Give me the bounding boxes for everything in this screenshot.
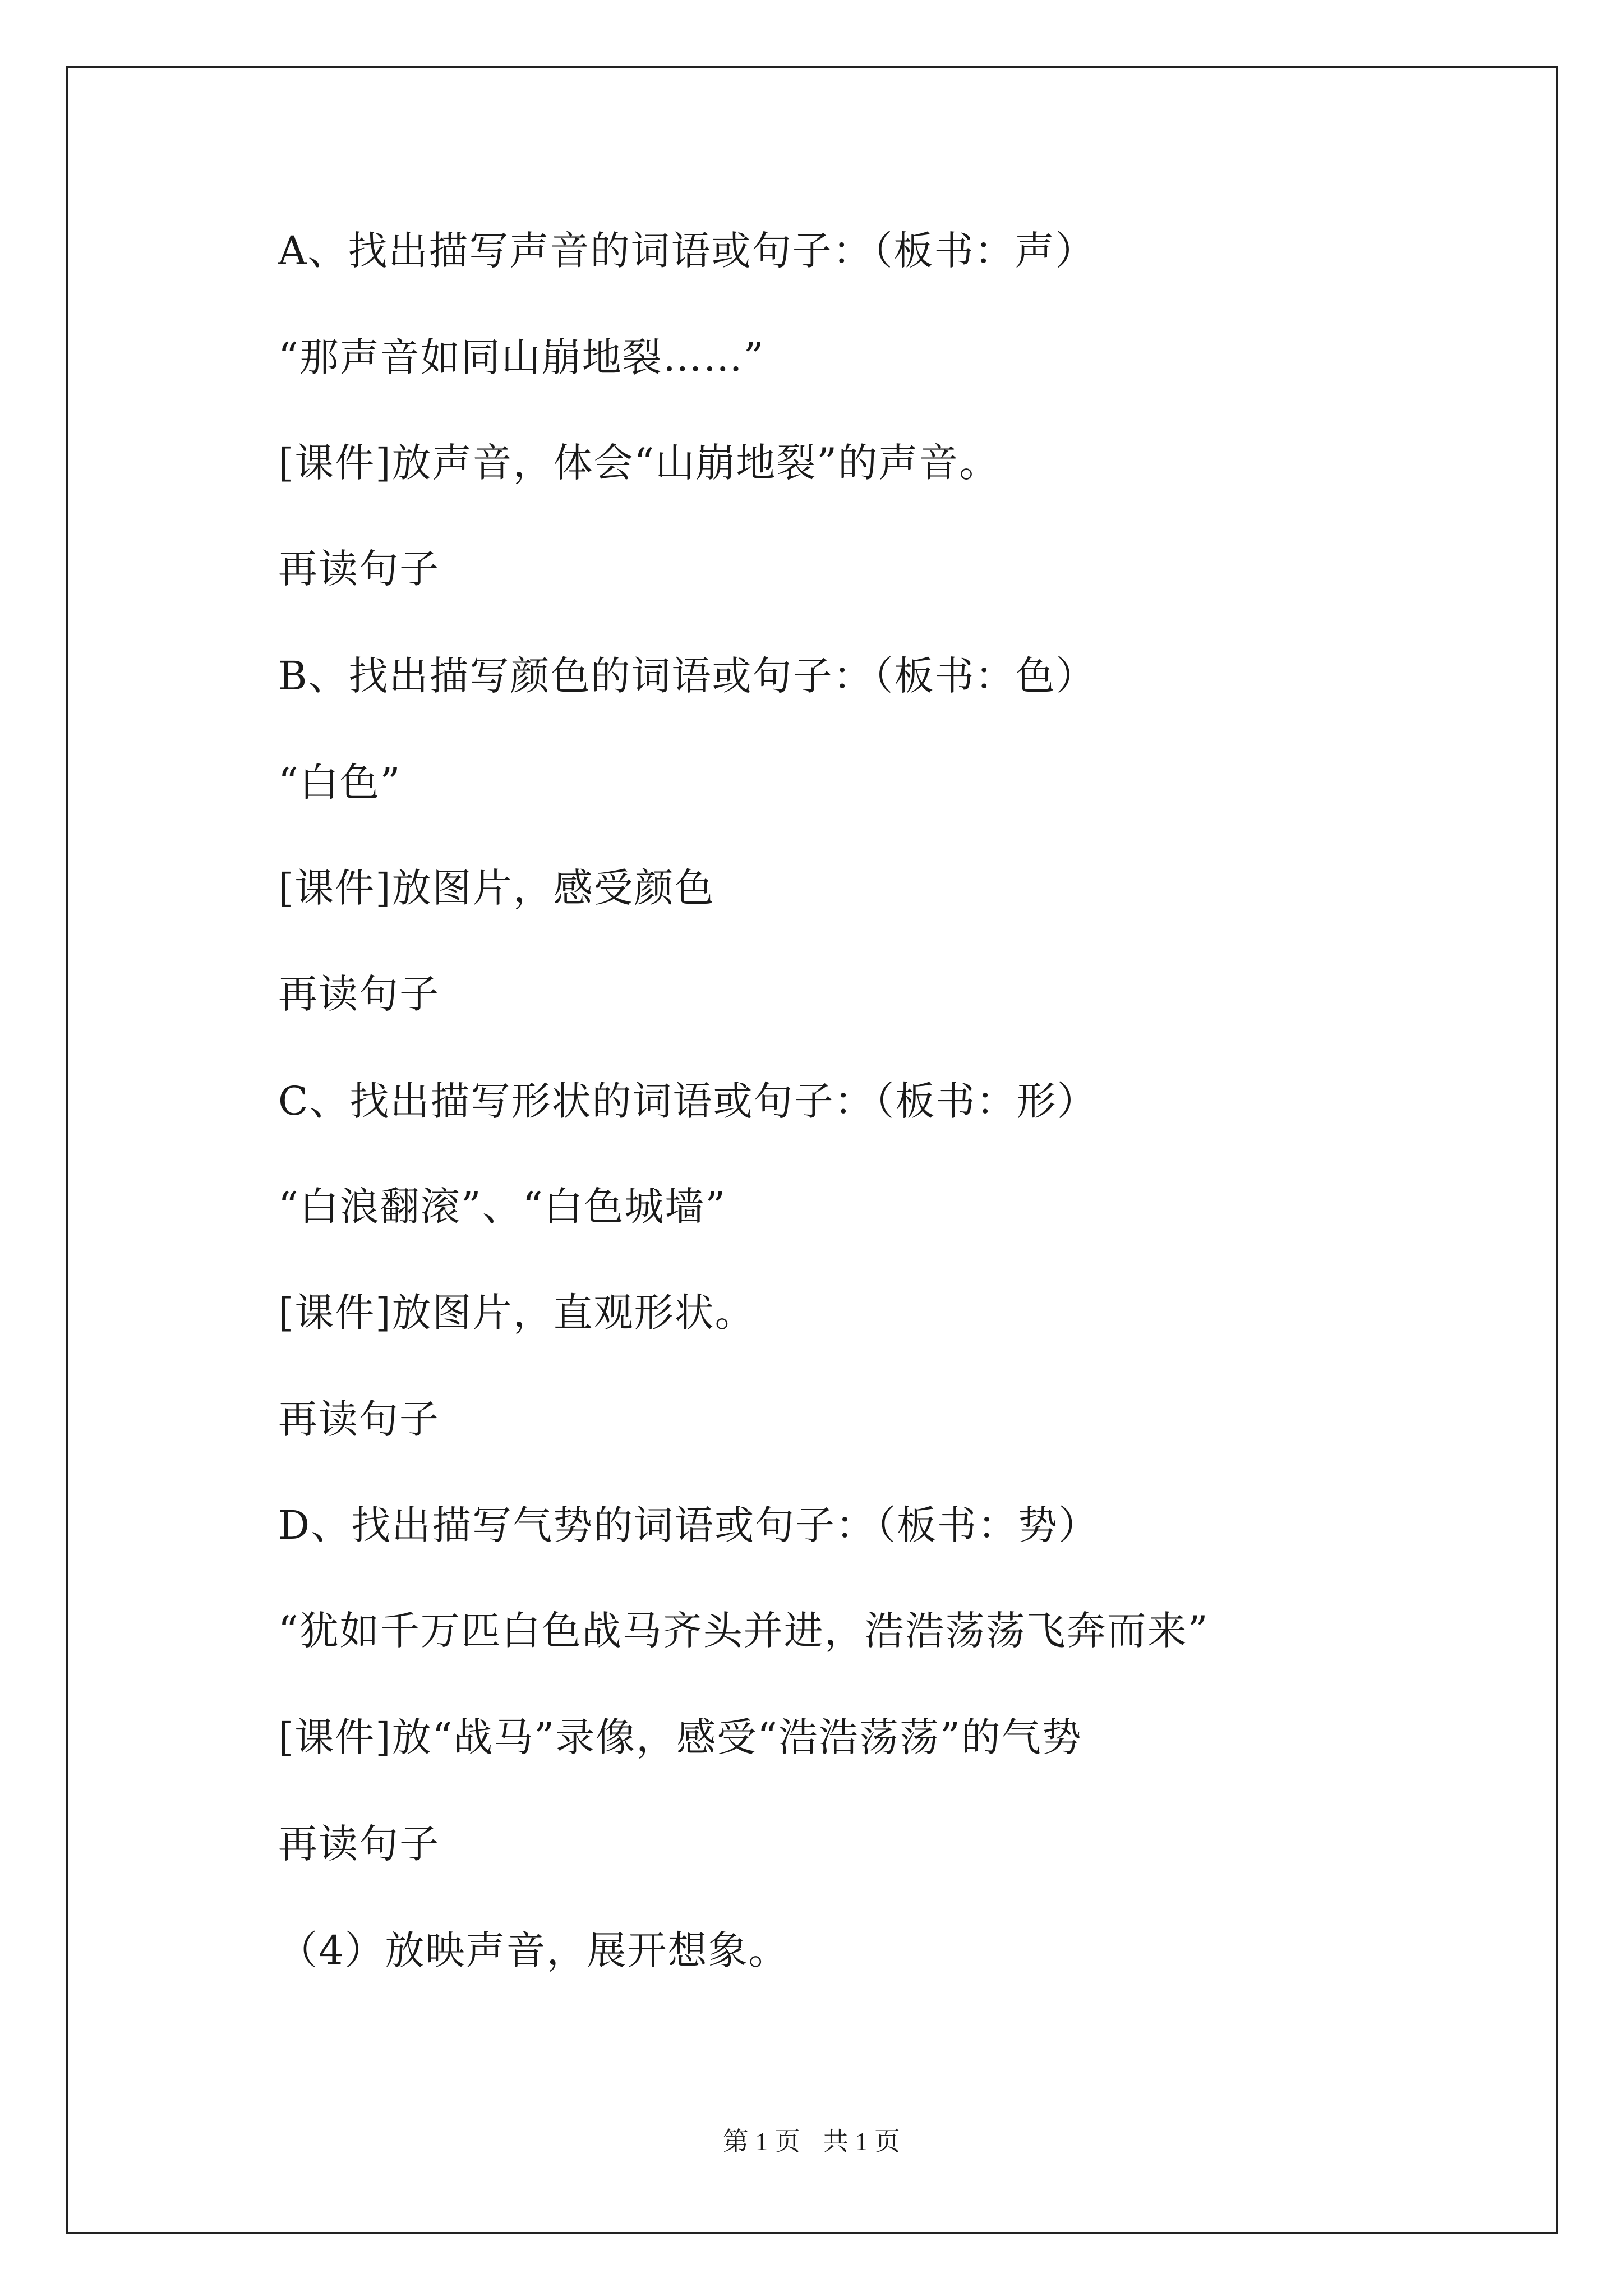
quote-momentum: “犹如千万匹白色战马齐头并进，浩浩荡荡飞奔而来”: [278, 1608, 1209, 1654]
section-d-heading: D、找出描写气势的词语或句子：（板书：势）: [278, 1502, 1099, 1548]
page-border: [66, 66, 1558, 2234]
quote-sound: “那声音如同山崩地裂……”: [278, 334, 765, 380]
page-footer: [0, 2125, 1623, 2159]
reread-line: 再读句子: [278, 546, 440, 592]
page-number: 第 1 页: [723, 2127, 800, 2156]
section-a-heading: A、找出描写声音的词语或句子：（板书：声）: [278, 228, 1096, 274]
step-4-line: （4）放映声音，展开想象。: [278, 1927, 789, 1973]
courseware-momentum: [课件]放“战马”录像，感受“浩浩荡荡”的气势: [278, 1714, 1082, 1760]
quote-shape: “白浪翻滚”、“白色城墙”: [278, 1184, 727, 1230]
courseware-color: [课件]放图片，感受颜色: [278, 865, 715, 911]
reread-line: 再读句子: [278, 971, 440, 1017]
courseware-shape: [课件]放图片，直观形状。: [278, 1290, 755, 1336]
quote-color: “白色”: [278, 760, 402, 806]
courseware-sound: [课件]放声音，体会“山崩地裂”的声音。: [278, 440, 1000, 486]
section-c-heading: C、找出描写形状的词语或句子：（板书：形）: [278, 1078, 1098, 1124]
page-total: 共 1 页: [823, 2127, 900, 2156]
reread-line: 再读句子: [278, 1821, 440, 1867]
section-b-heading: B、找出描写颜色的词语或句子：（板书：色）: [278, 653, 1096, 699]
reread-line: 再读句子: [278, 1396, 440, 1442]
